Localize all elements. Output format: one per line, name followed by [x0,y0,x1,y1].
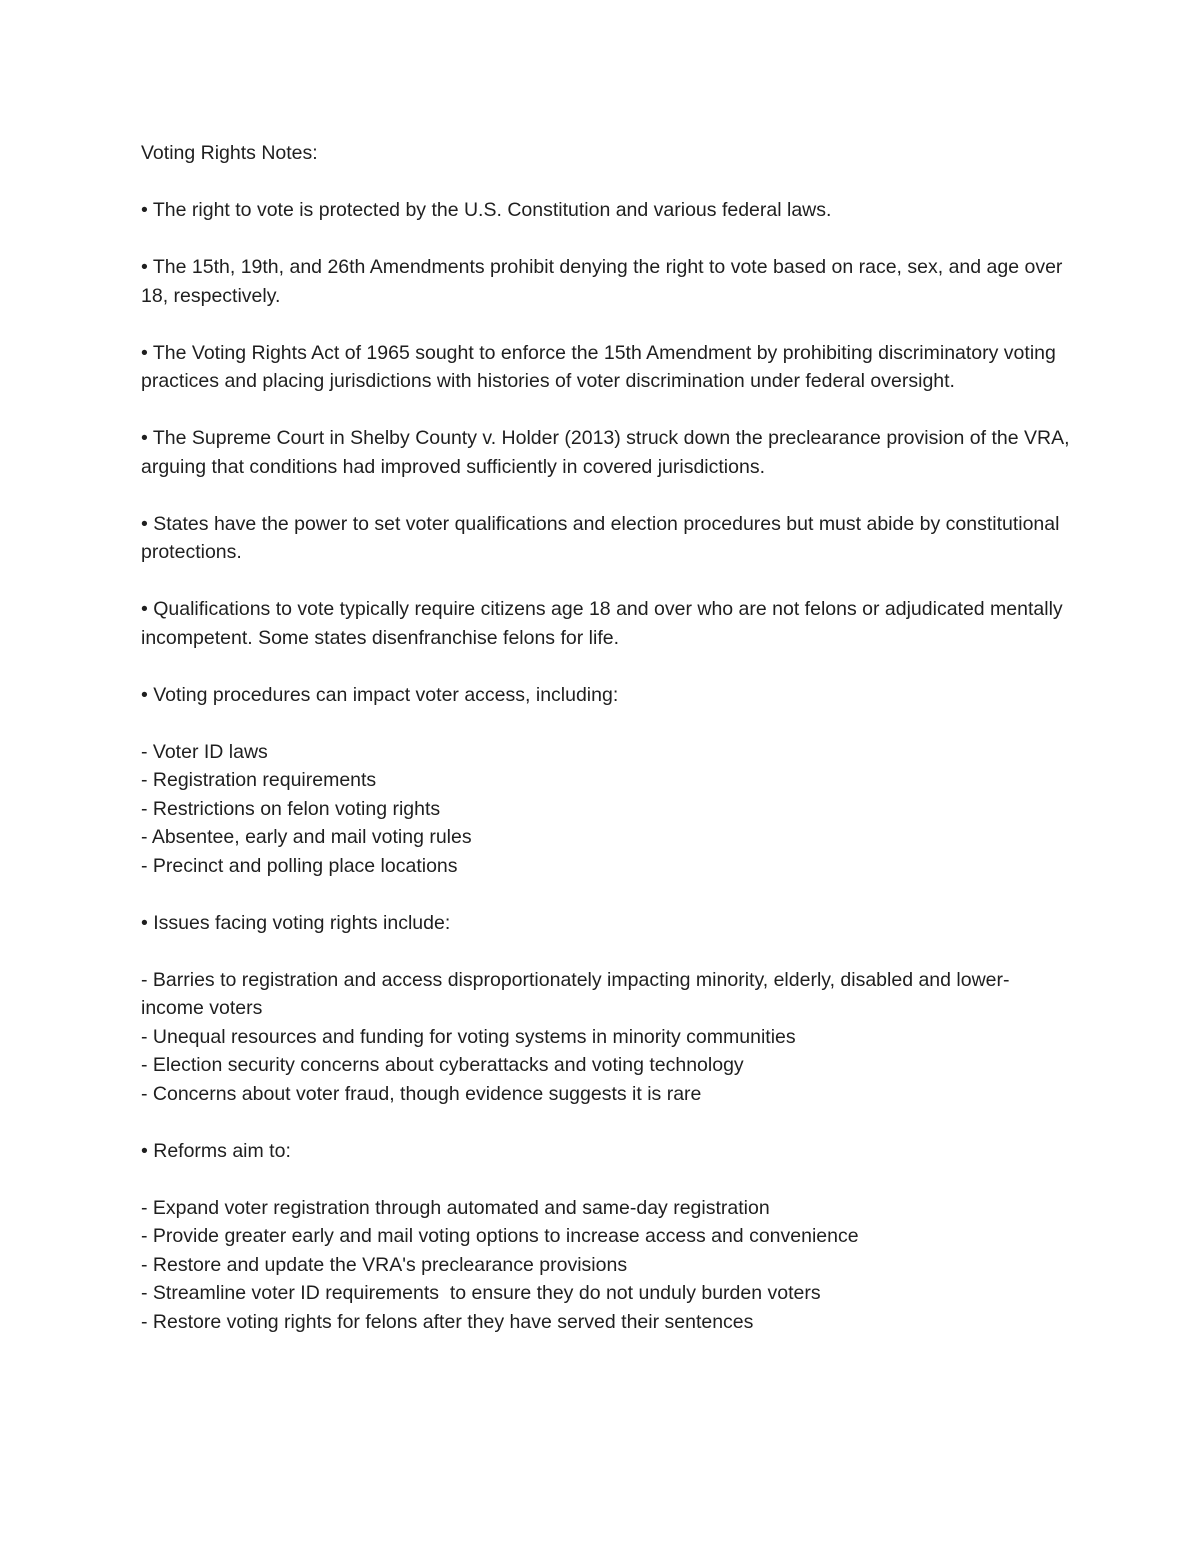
list-item: - Expand voter registration through automated and same-day registration [141,1196,770,1219]
page-title: Voting Rights Notes: [141,142,318,164]
list-item: - Concerns about voter fraud, though evidence suggests it is rare [141,1082,702,1105]
list-item: - Restore and update the VRA's preclearance provisions [141,1253,628,1276]
list-item: - Barries to registration and access disproportionately impacting minority, elderly, disabled and lower-income voters [141,968,1010,1019]
list-item: - Election security concerns about cyberattacks and voting technology [141,1054,744,1076]
procedures-list [141,738,1071,881]
bullet-state-power: • States have the power to set voter qualifications and election procedures but must abide by constitutional protections. [141,512,1065,563]
bullet-shelby-county: • The Supreme Court in Shelby County v. Holder (2013) struck down the preclearance provision of the VRA, arguing that conditions had improved sufficiently in covered jurisdictions. [141,427,1075,478]
list-item: - Precinct and polling place locations [141,854,458,877]
list-item: - Unequal resources and funding for voting systems in minority communities [141,1025,796,1048]
issues-list [141,966,1071,1109]
document-page [141,139,1075,1365]
bullet-voting-rights-act: • The Voting Rights Act of 1965 sought to enforce the 15th Amendment by prohibiting discriminatory voting practices and placing jurisdictions with histories of voter discrimination under federal oversight. [141,341,1062,392]
list-item: - Absentee, early and mail voting rules [141,826,472,848]
bullet-procedures-heading: • Voting procedures can impact voter access, including: [141,683,619,706]
list-item: - Provide greater early and mail voting options to increase access and convenience [141,1225,859,1247]
reforms-list [141,1194,1071,1337]
bullet-qualifications: • Qualifications to vote typically require citizens age 18 and over who are not felons or adjudicated mentally incompetent. Some states disenfranchise felons for life. [141,598,1069,649]
list-item: - Registration requirements [141,769,377,791]
bullet-constitution: • The right to vote is protected by the U.S. Constitution and various federal laws. [141,199,832,221]
bullet-amendments: • The 15th, 19th, and 26th Amendments prohibit denying the right to vote based on race, sex, and age over 18, respectively. [141,256,1068,307]
issues-heading: • Issues facing voting rights include: [141,911,451,934]
list-item: - Restrictions on felon voting rights [141,797,441,820]
reforms-heading: • Reforms aim to: [141,1139,291,1162]
list-item: - Restore voting rights for felons after they have served their sentences [141,1310,754,1333]
list-item: - Streamline voter ID requirements to ensure they do not unduly burden voters [141,1282,821,1304]
list-item: - Voter ID laws [141,740,268,763]
